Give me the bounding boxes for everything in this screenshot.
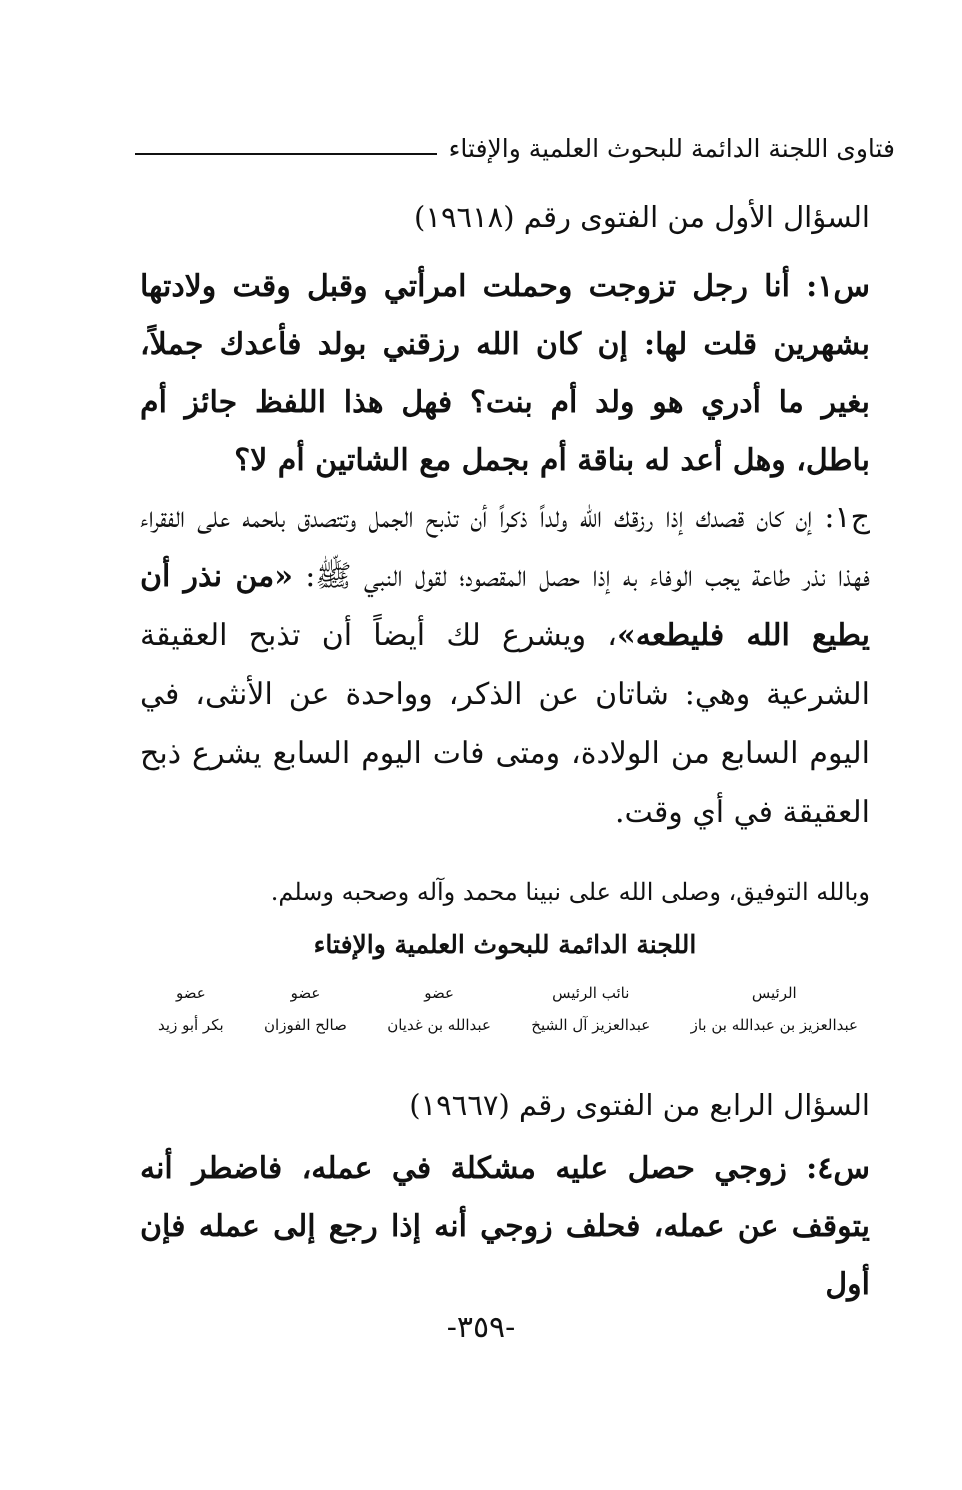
signatory bbox=[158, 984, 224, 1034]
fatwa1-question: س١: أنا رجل تزوجت وحملت امرأتي وقبل وقت ولادتها بشهرين قلت لها: إن كان الله رزقني بولد فأعدك جملاً، بغير ما أدري هو ولد أم بنت؟ فهل هذا اللفظ جائز أم باطل، وهل أعد له بناقة أم بجمل مع الشاتين أم لا؟ bbox=[140, 269, 870, 478]
signatory-name: صالح الفوزان bbox=[264, 1016, 347, 1034]
signatory-role: نائب الرئيس bbox=[552, 984, 630, 1002]
signatories bbox=[158, 984, 858, 1034]
fatwa1-heading: السؤال الأول من الفتوى رقم (١٩٦١٨) bbox=[414, 200, 870, 234]
signatory bbox=[387, 984, 491, 1034]
running-header bbox=[135, 128, 895, 168]
hadith-quote: «من نذر أن يطيع الله فليطعه» bbox=[140, 559, 870, 653]
fatwa1-answer bbox=[140, 488, 870, 842]
signatory-name: عبدالله بن غديان bbox=[387, 1016, 491, 1034]
header-title: فتاوى اللجنة الدائمة للبحوث العلمية والإفتاء bbox=[448, 133, 895, 163]
fatwa4-heading: السؤال الرابع من الفتوى رقم (١٩٦٦٧) bbox=[409, 1088, 870, 1122]
closing-formula: وبالله التوفيق، وصلى الله على نبينا محمد وآله وصحبه وسلم. bbox=[270, 878, 870, 906]
signatory-role: الرئيس bbox=[751, 984, 797, 1002]
signatory-role: عضو bbox=[424, 984, 454, 1002]
header-rule bbox=[135, 153, 437, 155]
fatwa4-question: س٤: زوجي حصل عليه مشكلة في عمله، فاضطر أنه يتوقف عن عمله، فحلف زوجي أنه إذا رجع إلى عمله فإن أول bbox=[140, 1151, 870, 1302]
committee-name: اللجنة الدائمة للبحوث العلمية والإفتاء bbox=[313, 930, 697, 959]
signatory-name: عبدالعزيز بن عبدالله بن باز bbox=[690, 1016, 858, 1034]
signatory-role: عضو bbox=[175, 984, 206, 1002]
signatory bbox=[264, 984, 347, 1034]
signatory bbox=[691, 984, 858, 1034]
answer-text-part2: ، ويشرع لك أيضاً أن تذبح العقيقة الشرعية وهي: شاتان عن الذكر، وواحدة عن الأنثى، في اليوم السابع من الولادة، ومتى فات اليوم السابع يشرع ذبح العقيقة في أي وقت. bbox=[140, 618, 870, 830]
signatory-name: بكر أبو زيد bbox=[158, 1016, 224, 1034]
signatory-role: عضو bbox=[290, 984, 321, 1002]
signatory-name: عبدالعزيز آل الشيخ bbox=[531, 1016, 651, 1034]
signatory bbox=[531, 984, 650, 1034]
page-number: -٣٥٩- bbox=[446, 1310, 516, 1345]
answer-text-part1: ج١: إن كان قصدك إذا رزقك الله ولداً ذكراً أن تذبح الجمل وتتصدق بلحمه على الفقراء فهذا نذر طاعة يجب الوفاء به إذا حصل المقصود؛ لقول النبي ﷺ: bbox=[140, 500, 870, 594]
